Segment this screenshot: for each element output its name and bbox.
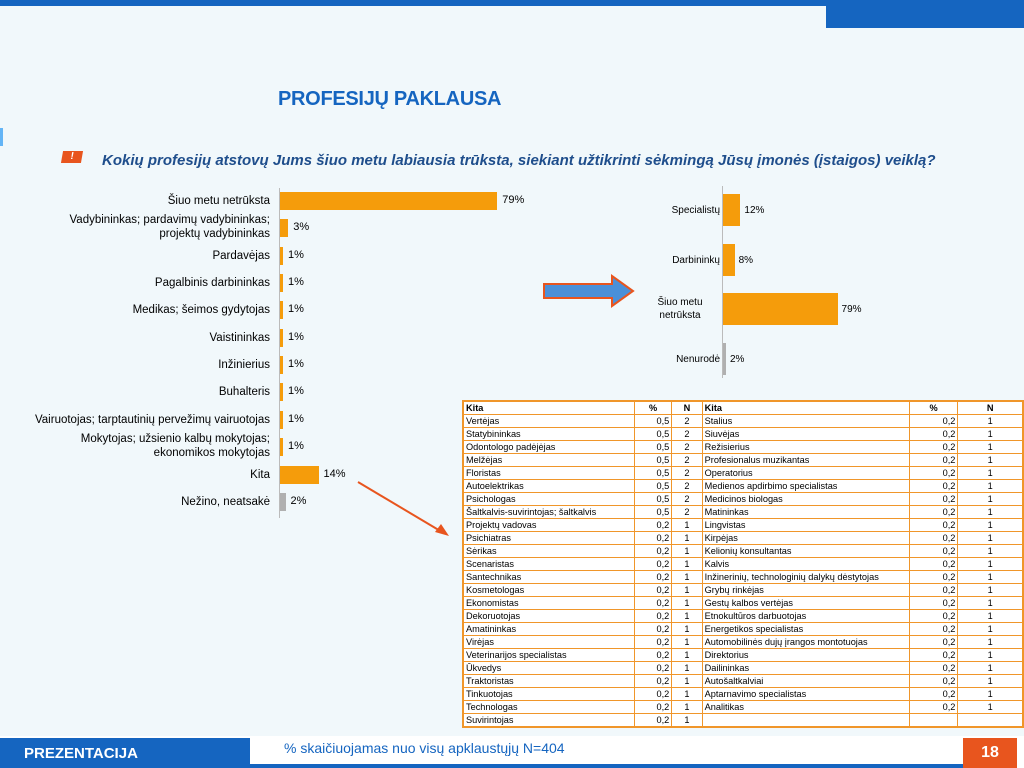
cell-n-2: 1 <box>958 506 1023 519</box>
left-bar <box>280 247 283 265</box>
cell-pct: 0,2 <box>634 714 671 728</box>
table-row <box>463 584 1023 597</box>
cell-name-2: Dailininkas <box>702 662 909 675</box>
cell-n: 1 <box>672 584 702 597</box>
top-right-block <box>826 6 1024 28</box>
cell-name: Psichiatras <box>463 532 634 545</box>
cell-n: 1 <box>672 675 702 688</box>
footer-note: % skaičiuojamas nuo visų apklaustųjų N=404 <box>284 740 565 756</box>
left-category-label: Inžinierius <box>218 359 270 371</box>
cell-n-2: 1 <box>958 649 1023 662</box>
cell-name-2: Energetikos specialistas <box>702 623 909 636</box>
table-row <box>463 493 1023 506</box>
col-header-pct: % <box>634 401 671 415</box>
survey-question: Kokių profesijų atstovų Jums šiuo metu labiausia trūksta, siekiant užtikrinti sėkmingą Jūsų įmonės (įstaigos) veiklą? <box>102 152 936 169</box>
left-bar-value-label: 3% <box>293 221 310 233</box>
left-category-label: Pardavėjas <box>212 250 270 262</box>
cell-pct: 0,2 <box>634 545 671 558</box>
cell-n-2: 1 <box>958 558 1023 571</box>
cell-pct-2: 0,2 <box>909 649 958 662</box>
cell-n-2: 1 <box>958 623 1023 636</box>
col-header-kita: Kita <box>463 401 634 415</box>
cell-pct-2: 0,2 <box>909 610 958 623</box>
table-row <box>463 454 1023 467</box>
cell-n: 1 <box>672 623 702 636</box>
cell-name-2: Aptarnavimo specialistas <box>702 688 909 701</box>
left-bar <box>280 356 283 374</box>
cell-pct: 0,2 <box>634 571 671 584</box>
cell-n-2: 1 <box>958 675 1023 688</box>
cell-n: 1 <box>672 636 702 649</box>
cell-pct-2: 0,2 <box>909 415 958 428</box>
cell-n-2: 1 <box>958 597 1023 610</box>
cell-pct-2 <box>909 714 958 728</box>
cell-pct: 0,2 <box>634 623 671 636</box>
cell-pct-2: 0,2 <box>909 675 958 688</box>
left-category-label: Buhalteris <box>218 386 270 398</box>
table-row <box>463 467 1023 480</box>
cell-name: Technologas <box>463 701 634 714</box>
cell-n: 1 <box>672 649 702 662</box>
cell-pct: 0,2 <box>634 688 671 701</box>
table-row <box>463 441 1023 454</box>
cell-name: Psichologas <box>463 493 634 506</box>
left-bar-value-label: 79% <box>502 194 525 206</box>
right-category-label: Nenurodė <box>676 354 720 365</box>
cell-name: Virėjas <box>463 636 634 649</box>
cell-pct-2: 0,2 <box>909 493 958 506</box>
col-header-n-2: N <box>958 401 1023 415</box>
right-bar <box>723 194 740 226</box>
right-category-label: Specialistų <box>671 205 720 216</box>
table-row <box>463 662 1023 675</box>
right-bar <box>723 343 726 375</box>
table-row <box>463 649 1023 662</box>
left-bar <box>280 274 283 292</box>
cell-n-2: 1 <box>958 428 1023 441</box>
cell-n-2: 1 <box>958 571 1023 584</box>
cell-n: 1 <box>672 532 702 545</box>
cell-n-2: 1 <box>958 441 1023 454</box>
cell-name-2: Operatorius <box>702 467 909 480</box>
cell-n-2: 1 <box>958 454 1023 467</box>
cell-n: 2 <box>672 506 702 519</box>
cell-n-2 <box>958 714 1023 728</box>
cell-name-2: Automobilinės dujų įrangos montotuojas <box>702 636 909 649</box>
cell-name: Melžėjas <box>463 454 634 467</box>
cell-pct-2: 0,2 <box>909 545 958 558</box>
cell-pct-2: 0,2 <box>909 584 958 597</box>
right-bar-value-label: 79% <box>841 304 862 315</box>
cell-name: Projektų vadovas <box>463 519 634 532</box>
cell-name: Amatininkas <box>463 623 634 636</box>
right-bar <box>723 293 838 325</box>
cell-pct: 0,2 <box>634 519 671 532</box>
cell-pct: 0,5 <box>634 480 671 493</box>
cell-pct: 0,5 <box>634 506 671 519</box>
cell-n: 1 <box>672 545 702 558</box>
cell-name: Floristas <box>463 467 634 480</box>
cell-n: 1 <box>672 714 702 728</box>
exclamation-icon: ! <box>61 151 83 163</box>
cell-pct: 0,2 <box>634 675 671 688</box>
left-category-label: Pagalbinis darbininkas <box>154 277 270 289</box>
cell-name: Tinkuotojas <box>463 688 634 701</box>
cell-name-2: Profesionalus muzikantas <box>702 454 909 467</box>
cell-name: Suvirintojas <box>463 714 634 728</box>
cell-name-2: Etnokultūros darbuotojas <box>702 610 909 623</box>
left-bar <box>280 438 283 456</box>
cell-n-2: 1 <box>958 584 1023 597</box>
cell-name-2: Kalvis <box>702 558 909 571</box>
cell-n-2: 1 <box>958 545 1023 558</box>
left-bar <box>280 493 286 511</box>
cell-name: Sėrikas <box>463 545 634 558</box>
cell-pct-2: 0,2 <box>909 506 958 519</box>
left-bar <box>280 219 288 237</box>
cell-name: Veterinarijos specialistas <box>463 649 634 662</box>
cell-n-2: 1 <box>958 532 1023 545</box>
cell-name-2: Analitikas <box>702 701 909 714</box>
cell-n: 1 <box>672 662 702 675</box>
left-category-label: Medikas; šeimos gydytojas <box>132 304 270 316</box>
cell-n: 2 <box>672 493 702 506</box>
cell-name-2: Gestų kalbos vertėjas <box>702 597 909 610</box>
right-bar-value-label: 8% <box>738 255 754 266</box>
cell-name-2: Lingvistas <box>702 519 909 532</box>
cell-n: 2 <box>672 467 702 480</box>
cell-pct: 0,5 <box>634 441 671 454</box>
cell-name: Kosmetologas <box>463 584 634 597</box>
cell-n: 1 <box>672 701 702 714</box>
cell-n-2: 1 <box>958 688 1023 701</box>
cell-name: Vertėjas <box>463 415 634 428</box>
cell-name-2: Autošaltkalviai <box>702 675 909 688</box>
cell-pct-2: 0,2 <box>909 571 958 584</box>
left-bar-value-label: 2% <box>290 495 307 507</box>
cell-n-2: 1 <box>958 493 1023 506</box>
cell-pct-2: 0,2 <box>909 480 958 493</box>
left-category-label: Kita <box>250 469 270 481</box>
cell-n: 2 <box>672 454 702 467</box>
cell-name-2: Medienos apdirbimo specialistas <box>702 480 909 493</box>
cell-name-2: Grybų rinkėjas <box>702 584 909 597</box>
left-bar <box>280 329 283 347</box>
cell-pct: 0,5 <box>634 493 671 506</box>
cell-pct-2: 0,2 <box>909 597 958 610</box>
left-bar <box>280 301 283 319</box>
left-category-label: Nežino, neatsakė <box>181 496 270 508</box>
cell-name: Ekonomistas <box>463 597 634 610</box>
table-row <box>463 701 1023 714</box>
left-category-label: Vairuotojas; tarptautinių pervežimų vairuotojas <box>34 414 270 426</box>
table-row <box>463 597 1023 610</box>
cell-n-2: 1 <box>958 415 1023 428</box>
cell-n: 2 <box>672 480 702 493</box>
cell-name-2: Stalius <box>702 415 909 428</box>
cell-pct-2: 0,2 <box>909 454 958 467</box>
cell-n: 1 <box>672 519 702 532</box>
right-bar-value-label: 2% <box>730 354 745 365</box>
col-header-n: N <box>672 401 702 415</box>
left-bar <box>280 411 283 429</box>
cell-pct: 0,2 <box>634 701 671 714</box>
cell-pct-2: 0,2 <box>909 467 958 480</box>
cell-pct: 0,2 <box>634 662 671 675</box>
cell-n: 2 <box>672 428 702 441</box>
cell-n: 2 <box>672 441 702 454</box>
cell-n-2: 1 <box>958 636 1023 649</box>
cell-pct-2: 0,2 <box>909 623 958 636</box>
cell-n: 1 <box>672 558 702 571</box>
left-category-label: Vadybininkas; pardavimų vadybininkas; projektų vadybininkas <box>69 214 270 240</box>
table-row <box>463 636 1023 649</box>
cell-name: Statybininkas <box>463 428 634 441</box>
cell-name-2: Matininkas <box>702 506 909 519</box>
col-header-pct-2: % <box>909 401 958 415</box>
cell-name: Ūkvedys <box>463 662 634 675</box>
cell-pct: 0,2 <box>634 610 671 623</box>
table-row <box>463 506 1023 519</box>
left-bar <box>280 466 319 484</box>
cell-n-2: 1 <box>958 662 1023 675</box>
cell-pct-2: 0,2 <box>909 441 958 454</box>
table-row <box>463 428 1023 441</box>
left-bar-value-label: 1% <box>288 276 304 288</box>
cell-name-2 <box>702 714 909 728</box>
slide-title: PROFESIJŲ PAKLAUSA <box>278 88 502 110</box>
table-row <box>463 714 1023 728</box>
cell-n: 1 <box>672 610 702 623</box>
cell-n: 1 <box>672 597 702 610</box>
left-bar <box>280 192 497 210</box>
cell-pct-2: 0,2 <box>909 428 958 441</box>
cell-pct: 0,2 <box>634 649 671 662</box>
cell-name-2: Siuvėjas <box>702 428 909 441</box>
table-row <box>463 545 1023 558</box>
cell-pct: 0,2 <box>634 636 671 649</box>
left-accent <box>0 128 3 146</box>
cell-pct-2: 0,2 <box>909 701 958 714</box>
cell-pct: 0,5 <box>634 467 671 480</box>
table-row <box>463 532 1023 545</box>
table-row <box>463 519 1023 532</box>
cell-name: Traktoristas <box>463 675 634 688</box>
cell-name-2: Medicinos biologas <box>702 493 909 506</box>
cell-n-2: 1 <box>958 467 1023 480</box>
cell-n: 2 <box>672 415 702 428</box>
cell-pct: 0,2 <box>634 558 671 571</box>
left-bar-value-label: 14% <box>323 468 346 480</box>
cell-pct-2: 0,2 <box>909 636 958 649</box>
cell-name: Odontologo padėjėjas <box>463 441 634 454</box>
page-number: 18 <box>981 744 999 761</box>
table-row <box>463 623 1023 636</box>
table-row <box>463 415 1023 428</box>
cell-pct: 0,2 <box>634 584 671 597</box>
cell-name-2: Inžinerinių, technologinių dalykų dėstytojas <box>702 571 909 584</box>
cell-name: Dekoruotojas <box>463 610 634 623</box>
table-row <box>463 688 1023 701</box>
left-bar-value-label: 1% <box>288 358 304 370</box>
left-category-label: Vaistininkas <box>209 332 270 344</box>
left-bar-value-label: 1% <box>288 303 304 315</box>
cell-name-2: Direktorius <box>702 649 909 662</box>
left-category-label: Šiuo metu netrūksta <box>167 195 270 207</box>
right-bar-value-label: 12% <box>744 205 765 216</box>
table-row <box>463 610 1023 623</box>
cell-name: Šaltkalvis-suvirintojas; šaltkalvis <box>463 506 634 519</box>
table-row <box>463 675 1023 688</box>
left-bar <box>280 383 283 401</box>
cell-pct-2: 0,2 <box>909 558 958 571</box>
cell-pct: 0,5 <box>634 454 671 467</box>
cell-name: Santechnikas <box>463 571 634 584</box>
cell-name-2: Kirpėjas <box>702 532 909 545</box>
cell-pct-2: 0,2 <box>909 519 958 532</box>
cell-pct: 0,5 <box>634 428 671 441</box>
left-bar-value-label: 1% <box>288 331 304 343</box>
right-bar <box>723 244 735 276</box>
table-row <box>463 558 1023 571</box>
cell-pct-2: 0,2 <box>909 662 958 675</box>
cell-pct: 0,2 <box>634 532 671 545</box>
table-header-row <box>463 401 1023 415</box>
left-bar-value-label: 1% <box>288 249 304 261</box>
cell-name: Scenaristas <box>463 558 634 571</box>
right-category-label: Darbininkų <box>672 255 720 266</box>
right-category-label: Šiuo metu netrūksta <box>657 297 703 321</box>
cell-pct: 0,5 <box>634 415 671 428</box>
cell-n-2: 1 <box>958 610 1023 623</box>
cell-name-2: Kelionių konsultantas <box>702 545 909 558</box>
cell-name: Autoelektrikas <box>463 480 634 493</box>
other-professions-table <box>462 400 1024 728</box>
left-bar-value-label: 1% <box>288 385 304 397</box>
cell-n: 1 <box>672 688 702 701</box>
cell-n-2: 1 <box>958 519 1023 532</box>
cell-pct-2: 0,2 <box>909 688 958 701</box>
table-row <box>463 571 1023 584</box>
left-bar-value-label: 1% <box>288 413 304 425</box>
table-row <box>463 480 1023 493</box>
cell-n-2: 1 <box>958 701 1023 714</box>
cell-name-2: Režisierius <box>702 441 909 454</box>
left-bar-value-label: 1% <box>288 440 304 452</box>
cell-pct: 0,2 <box>634 597 671 610</box>
cell-n: 1 <box>672 571 702 584</box>
cell-n-2: 1 <box>958 480 1023 493</box>
col-header-kita-2: Kita <box>702 401 909 415</box>
left-category-label: Mokytojas; užsienio kalbų mokytojas; ekonomikos mokytojas <box>80 433 270 459</box>
footer-line <box>250 764 963 768</box>
footer-label: PREZENTACIJA <box>24 745 138 762</box>
cell-pct-2: 0,2 <box>909 532 958 545</box>
